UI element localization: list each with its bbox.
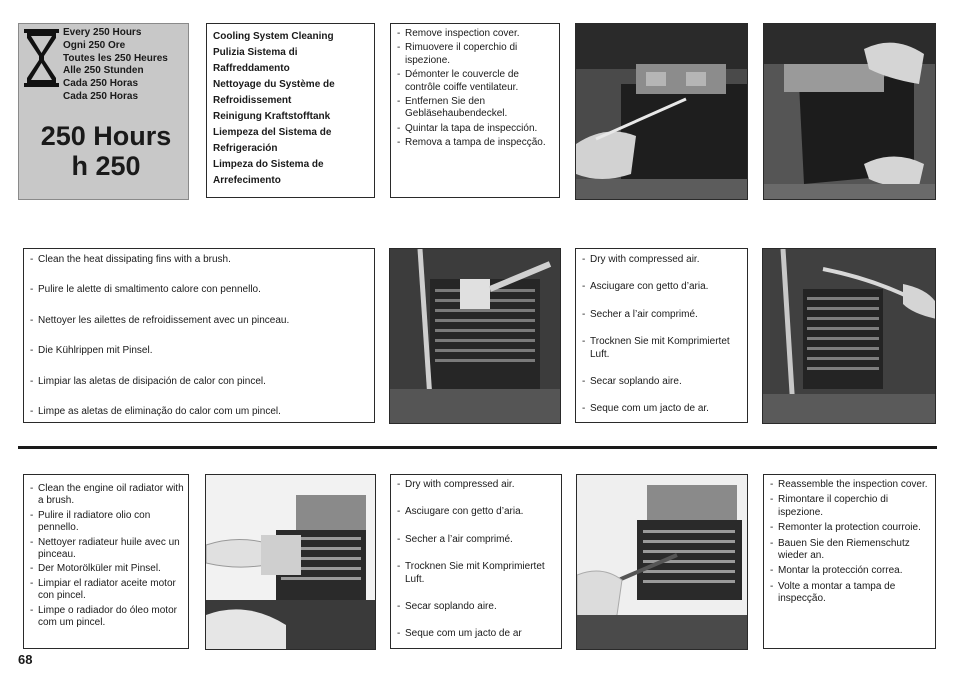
instruction-item: - Quintar la tapa de inspección. [395, 123, 555, 135]
instruction-item: - Clean the engine oil radiator with a brush. [28, 483, 184, 508]
step-1-instructions [390, 23, 560, 198]
photo-brush-oil-radiator [205, 474, 376, 650]
frequency-list [63, 27, 168, 104]
instruction-item: - Secher a l’air comprimé. [580, 309, 743, 321]
frequency-panel [18, 23, 189, 200]
photo-remove-cover-tool [575, 23, 748, 200]
section-title-line: Liempeza del Sistema de [213, 127, 332, 138]
section-title-line: Refrigeración [213, 143, 278, 154]
step-3-instructions [575, 248, 748, 423]
photo-brush-fins [389, 248, 561, 424]
instruction-item: - Remonter la protection courroie. [768, 522, 931, 534]
instruction-item: - Trocknen Sie mit Komprimiertet Luft. [395, 561, 557, 586]
instruction-item: - Asciugare con getto d’aria. [580, 281, 743, 293]
instruction-item: - Rimuovere il coperchio di ispezione. [395, 42, 555, 67]
section-titles [206, 23, 375, 198]
page-title-line: h 250 [71, 151, 141, 181]
instruction-item: - Entfernen Sie den Gebläsehaubendeckel. [395, 96, 555, 121]
frequency-line: Cada 250 Horas [63, 90, 139, 102]
instruction-item: - Reassemble the inspection cover. [768, 479, 931, 491]
instruction-item: - Limpiar el radiator aceite motor con pincel. [28, 578, 184, 603]
instruction-item: - Pulire il radiatore olio con pennello. [28, 510, 184, 535]
instruction-item: - Limpe o radiador do óleo motor com um pincel. [28, 605, 184, 630]
step-6-instructions [763, 474, 936, 649]
section-title-line: Nettoyage du Système de [213, 79, 335, 90]
instruction-item: - Remova a tampa de inspecção. [395, 137, 555, 149]
instruction-item: - Die Kühlrippen mit Pinsel. [28, 345, 370, 357]
section-title-line: Cooling System Cleaning [213, 31, 334, 42]
instruction-item: - Nettoyer les ailettes de refroidissement avec un pinceau. [28, 315, 370, 327]
instruction-item: - Remove inspection cover. [395, 28, 555, 40]
hourglass-icon [24, 29, 59, 87]
instruction-item: - Limpe as aletas de eliminação do calor com um pincel. [28, 406, 370, 418]
instruction-item: - Clean the heat dissipating fins with a brush. [28, 254, 370, 266]
photo-lift-cover-hands [763, 23, 936, 200]
section-title-line: Pulizia Sistema di [213, 47, 298, 58]
frequency-line: Alle 250 Stunden [63, 65, 144, 77]
instruction-item: - Démonter le couvercle de contrôle coiffe ventilateur. [395, 69, 555, 94]
section-title-line: Limpeza do Sistema de [213, 159, 324, 170]
instruction-item: - Der Motorölküler mit Pinsel. [28, 563, 184, 575]
page-title-line: 250 Hours [40, 121, 172, 151]
instruction-item: - Rimontare il coperchio di ispezione. [768, 494, 931, 519]
instruction-item: - Dry with compressed air. [395, 479, 557, 491]
instruction-item: - Nettoyer radiateur huile avec un pinceau. [28, 537, 184, 562]
instruction-item: - Dry with compressed air. [580, 254, 743, 266]
section-title-line: Reinigung Kraftstofftank [213, 111, 331, 122]
frequency-line: Cada 250 Horas [63, 78, 139, 90]
page-number: 68 [18, 652, 33, 667]
page-title [31, 121, 181, 181]
step-5-instructions [390, 474, 562, 649]
instruction-item: - Volte a montar a tampa de inspecção. [768, 581, 931, 606]
instruction-item: - Montar la protección correa. [768, 565, 931, 577]
frequency-line: Toutes les 250 Heures [63, 52, 168, 64]
photo-air-dry-oil-radiator [576, 474, 748, 650]
instruction-item: - Bauen Sie den Riemenschutz wieder an. [768, 538, 931, 563]
instruction-item: - Secher a l’air comprimé. [395, 534, 557, 546]
instruction-item: - Secar soplando aire. [395, 601, 557, 613]
frequency-line: Ogni 250 Ore [63, 39, 126, 51]
instruction-item: - Limpiar las aletas de disipación de calor con pincel. [28, 376, 370, 388]
section-title-line: Refroidissement [213, 95, 292, 106]
step-4-instructions [23, 474, 189, 649]
step-2-instructions [23, 248, 375, 423]
section-title-line: Arrefecimento [213, 175, 281, 186]
section-title-line: Raffreddamento [213, 63, 290, 74]
instruction-item: - Secar soplando aire. [580, 376, 743, 388]
frequency-line: Every 250 Hours [63, 27, 142, 38]
instruction-item: - Trocknen Sie mit Komprimiertet Luft. [580, 336, 743, 361]
instruction-item: - Pulire le alette di smaltimento calore con pennello. [28, 284, 370, 296]
instruction-item: - Asciugare con getto d’aria. [395, 506, 557, 518]
instruction-item: - Seque com um jacto de ar [395, 628, 557, 640]
section-divider [18, 446, 937, 449]
instruction-item: - Seque com um jacto de ar. [580, 403, 743, 415]
photo-air-dry-fins [762, 248, 936, 424]
